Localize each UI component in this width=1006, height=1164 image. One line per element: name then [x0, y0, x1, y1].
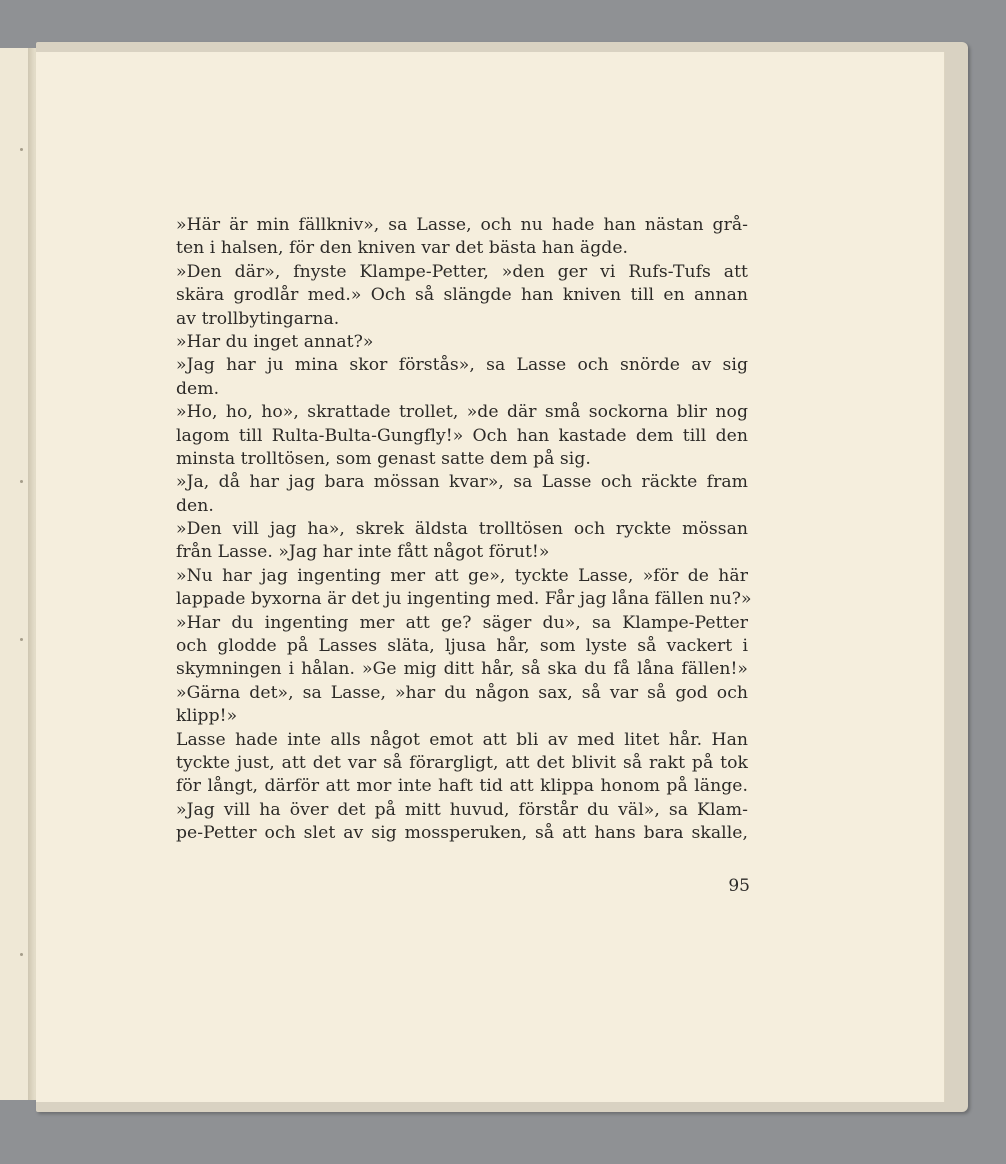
- body-text: [176, 214, 752, 846]
- text-line: av trollbytingarna.: [176, 308, 340, 329]
- left-page-edge: [0, 48, 31, 1100]
- text-line: »Den vill jag ha», skrek äldsta trolltösen och ryckte mössan: [176, 519, 748, 540]
- text-line: skymningen i hålan. »Ge mig ditt hår, så ska du få låna fällen!»: [176, 659, 748, 680]
- text-line: »Nu har jag ingenting mer att ge», tyckte Lasse, »för de här: [176, 565, 748, 586]
- binding-mark: [20, 638, 23, 641]
- text-line: »Jag har ju mina skor förstås», sa Lasse och snörde av sig: [176, 355, 748, 376]
- text-line: »Jag vill ha över det på mitt huvud, förstår du väl», sa Klam-: [176, 799, 748, 820]
- text-line: för långt, därför att mor inte haft tid att klippa honom på länge.: [176, 776, 748, 797]
- text-line: klipp!»: [176, 706, 238, 727]
- text-line: »Ja, då har jag bara mössan kvar», sa Lasse och räckte fram: [176, 472, 748, 493]
- text-line: Lasse hade inte alls något emot att bli av med litet hår. Han: [176, 729, 748, 750]
- text-line: »Gärna det», sa Lasse, »har du någon sax, så var så god och: [176, 682, 748, 703]
- binding-mark: [20, 480, 23, 483]
- text-line: dem.: [176, 378, 220, 399]
- text-line: »Den där», fnyste Klampe-Petter, »den ger vi Rufs-Tufs att: [176, 261, 748, 282]
- text-line: »Har du inget annat?»: [176, 331, 374, 352]
- text-line: ten i halsen, för den kniven var det bästa han ägde.: [176, 238, 629, 259]
- text-line: från Lasse. »Jag har inte fått något förut!»: [176, 542, 550, 563]
- binding-mark: [20, 953, 23, 956]
- binding-mark: [20, 148, 23, 151]
- text-line: skära grodlår med.» Och så slängde han kniven till en annan: [176, 285, 748, 306]
- text-line: pe-Petter och slet av sig mossperuken, så att hans bara skalle,: [176, 823, 748, 844]
- text-line: »Ho, ho, ho», skrattade trollet, »de där små sockorna blir nog: [176, 402, 748, 423]
- text-line: »Har du ingenting mer att ge? säger du», sa Klampe-Petter: [176, 612, 748, 633]
- text-line: den.: [176, 495, 214, 516]
- text-line: tyckte just, att det var så förargligt, att det blivit så rakt på tok: [176, 752, 748, 773]
- text-line: minsta trolltösen, som genast satte dem på sig.: [176, 448, 591, 469]
- text-line: lappade byxorna är det ju ingenting med. Får jag låna fällen nu?»: [176, 589, 752, 610]
- text-line: lagom till Rulta-Bulta-Gungfly!» Och han kastade dem till den: [176, 425, 748, 446]
- text-line: »Här är min fällkniv», sa Lasse, och nu hade han nästan grå-: [176, 215, 748, 235]
- text-line: och glodde på Lasses släta, ljusa hår, som lyste så vackert i: [176, 636, 748, 657]
- page-number: 95: [728, 876, 750, 896]
